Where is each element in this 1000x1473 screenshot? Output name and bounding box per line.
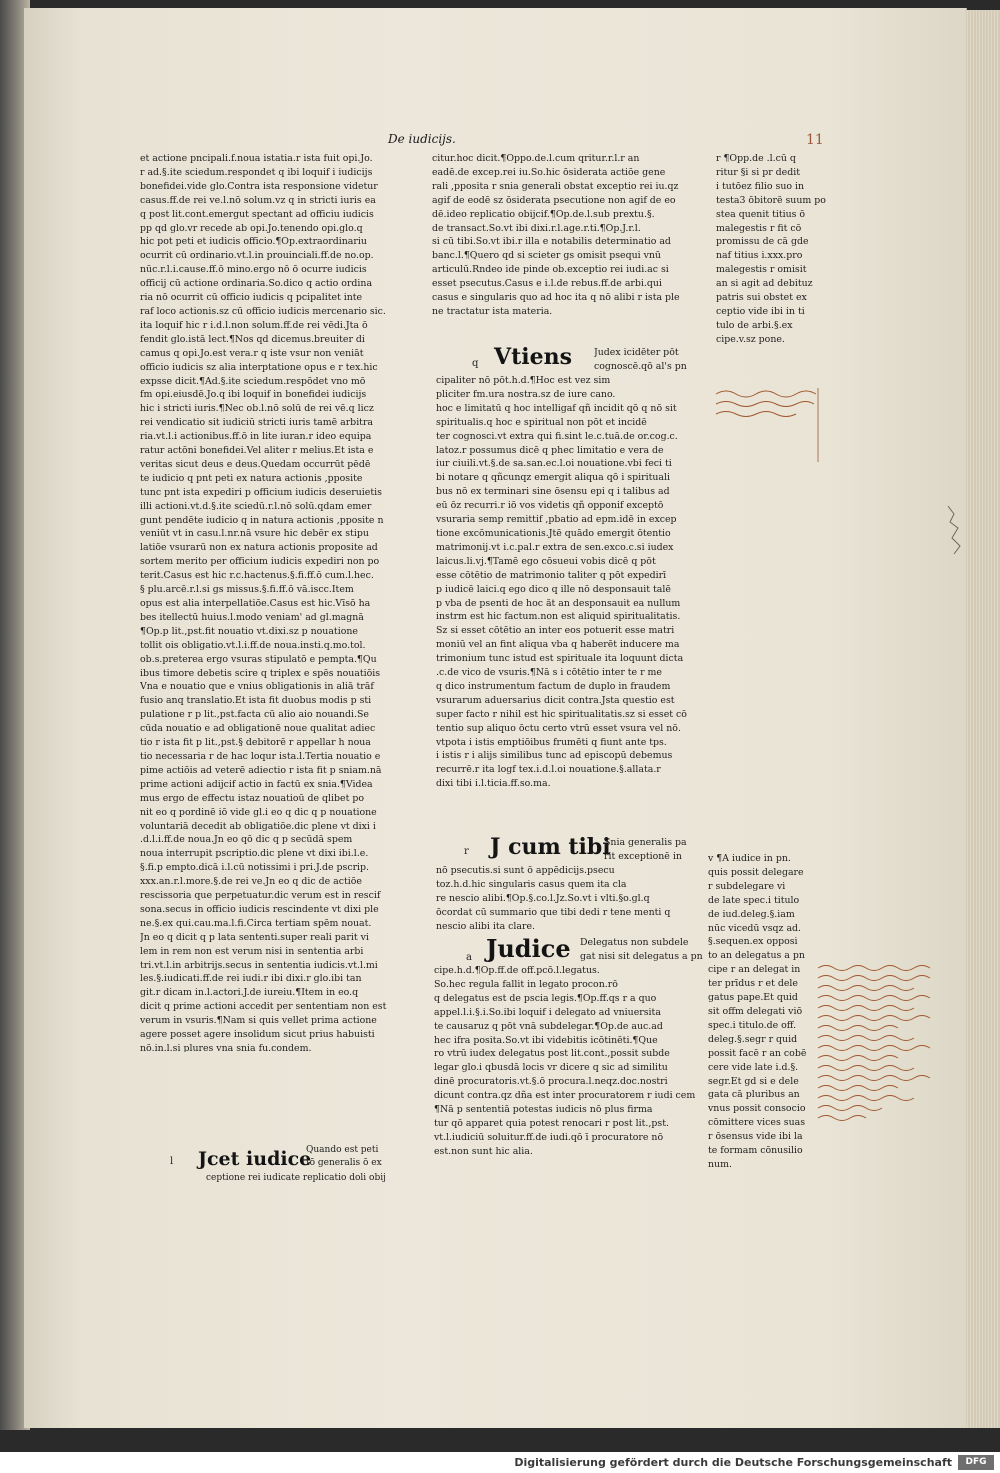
page-stack-edge (966, 10, 1000, 1428)
section-continuation (206, 1172, 410, 1188)
vtiens-body-line: spiritualis.q hoc e spiritual non pōt et incidē (436, 416, 647, 428)
col1-line: § plu.arcē.r.l.si gs missus.§.fi.ff.ō vā.iscc.Item (140, 584, 354, 596)
col1-line: ita loquif hic r i.d.l.non solum.ff.de rei vēdi.Jta ō (140, 319, 368, 331)
col3top-line: cipe.v.sz pone. (716, 333, 785, 345)
dfg-logo: DFG (958, 1455, 994, 1470)
section-marker-r: r (464, 846, 469, 857)
col3top-line: naf titius i.xxx.pro (716, 250, 803, 262)
vtiens-body-line: ter cognosci.vt extra qui fi.sint le.c.tuā.de or.cog.c. (436, 430, 678, 442)
vtiens-body-line: eū ōz recurri.r iō vos videtis qñ opponif exceptō (436, 500, 664, 512)
col3top-line: malegestis r omisit (716, 264, 807, 276)
col1-line: sortem merito per officium iudicis expediri non po (140, 556, 380, 568)
iudice-body-line: hec ifra posita.So.vt ibi videbitis icōtinēti.¶Que (434, 1034, 658, 1046)
icet-head-line: Quando est peti (306, 1145, 379, 1155)
col1-line: cūda nouatio e ad obligationē noue qualitat adiec (140, 723, 376, 735)
col1-line: veritas sicut deus e deus.Quedam occurrūt pēdē (140, 458, 371, 470)
col3top-line: patris sui obstet ex (716, 292, 807, 304)
col1-line: lem in rem non est verum nisi in sententia arbi (140, 945, 364, 957)
iudice-body-line: te causaruz q pōt vnā subdelegar.¶Op.de auc.ad (434, 1020, 663, 1032)
iudice-head-line: gat nisi sit delegatus a pn (580, 950, 703, 962)
vtiens-body-line: latoz.r possumus dicē q phec limitatio e vera de (436, 444, 664, 456)
col2-line: casus e singularis quo ad hoc ita q nō alibi r ista ple (432, 292, 680, 304)
col2-line: esset psecutus.Casus e i.l.de rebus.ff.de arbi.qui (432, 278, 662, 290)
col2-line: agif de eodē sz ōsiderata psecutione non agif de eo (432, 194, 676, 206)
col2-line: eadē.de excep.rei iu.So.hic ōsiderata actiōe gene (432, 166, 666, 178)
col3bot-line: te formam cōnusilio (708, 1145, 803, 1157)
text-column-left (140, 152, 408, 1052)
col1-line: officij cū actione ordinaria.So.dico q actio ordina (140, 278, 373, 290)
col1-line: nūc.r.l.i.cause.ff.ō mino.ergo nō ō ocurre iudicis (140, 264, 367, 276)
iudice-body-line: vt.l.iudiciū soluitur.ff.de iudi.qō ī procuratore nō (434, 1131, 664, 1143)
vtiens-body-line: hoc e limitatū q hoc intelligaf qñ incidit qō q nō sit (436, 402, 677, 414)
col1-line: raf loco actionis.sz cū officio iudicis mercenario sic. (140, 305, 386, 317)
section-initial-iudice: Judice (486, 934, 571, 963)
col1-line: camus q opi.Jo.est vera.r q iste vsur non veniāt (140, 347, 364, 359)
col1-line: ne.§.ex qui.cau.ma.l.fi.Circa tertiam spēm nouat. (140, 917, 372, 929)
col3bot-line: r subdelegare vi (708, 880, 786, 892)
iudice-body-line: So.hec regula fallit in legato procon.rō (434, 978, 618, 990)
col1-line: et actione pncipali.f.noua istatia.r ista fuit opi.Jo. (140, 153, 373, 164)
col3top-line: ritur §i si pr dedit (716, 166, 800, 178)
col1-line: hic i stricti iuris.¶Nec ob.l.nō solū de rei vē.q licz (140, 403, 374, 415)
iudice-head-text (580, 936, 704, 966)
vtiens-body-line: .c.de vico de vsuris.¶Nā s i cōtētio inter te r me (436, 667, 662, 679)
col2-line: de transact.So.vt ibi dixi.r.l.age.r.ti.¶Op.J.r.l. (432, 222, 641, 234)
col2-line: ne tractatur ista materia. (432, 305, 553, 317)
vtiens-body-line: laicus.li.vj.¶Tamē ego cōsueui vobis dicē q pōt (436, 555, 656, 567)
iudice-body-line: legar glo.i qbusdā locis vr dicere q sic ad similitu (434, 1062, 668, 1074)
running-title: De iudicijs. (388, 132, 456, 146)
col3bot-line: to an delegatus a pn (708, 950, 805, 962)
col1-line: tunc pnt ista expediri p officium iudicis deseruietis (140, 486, 382, 498)
col1-line: bonefidei.vide glo.Contra ista responsione videtur (140, 180, 378, 192)
section-head-text (306, 1144, 410, 1174)
col3bot-line: deleg.§.segr r quid (708, 1033, 798, 1045)
col1-line: fm opi.eiusdē.Jo.q ibi loquif in bonefidei iudicijs (140, 389, 367, 401)
col1-line: tri.vt.l.in arbitrijs.secus in sententia iudicis.vt.l.mi (140, 959, 378, 971)
col3bot-line: gata cā pluribus an (708, 1089, 800, 1101)
vtiens-body-line: dixi tibi i.l.ticia.ff.so.ma. (436, 778, 551, 790)
section-marker-l: l (170, 1156, 174, 1167)
handwritten-note-lower (816, 960, 946, 1180)
col3bot-line: cere vide late i.d.§. (708, 1061, 799, 1073)
cumtibi-body-line: ōcordat cū summario que tibi dedi r tene menti q (436, 906, 671, 918)
col1-line: noua interrupit pscriptio.dic plene vt dixi ibi.l.e. (140, 848, 369, 860)
col1-line: te iudicio q pnt peti ex natura actionis ,pposite (140, 472, 363, 484)
vtiens-body-line: moniū vel an fint aliqua vba q haberēt inducere ma (436, 639, 680, 651)
section-initial-icet-iudice: Jcet iudice (198, 1148, 312, 1170)
vtiens-head-line: cognoscē.qō al's pn (594, 360, 687, 372)
section-initial-vtiens: Vtiens (494, 344, 572, 370)
vtiens-body-line: bus nō ex terminari sine ōsensu epi q i talibus ad (436, 486, 670, 498)
col1-line: illi actioni.vt.d.§.ite sciedū.r.l.nō solū.qdam emer (140, 500, 372, 512)
col1-line: rescissoria que perpetuatur.dic verum est in rescif (140, 890, 381, 902)
col1-line: agere posset agere insolidum sicut prius habuisti (140, 1029, 375, 1041)
col3bot-line: cipe r an delegat in (708, 964, 801, 976)
iudice-head-line: Delegatus non subdele (580, 937, 689, 948)
col3bot-line: r ōsensus vide ibi la (708, 1131, 803, 1143)
vtiens-body-line: p vba de psenti de hoc ăt an desponsauit ea nullum (436, 597, 681, 609)
col3top-line: i tutōez filio suo in (716, 180, 805, 192)
iudice-body-line: dicunt contra.qz dña est inter procuratorem r iudi cem (434, 1090, 696, 1102)
vtiens-head-text (594, 346, 704, 376)
col1-line: ratur actōni bonefidei.Vel aliter r melius.Et ista e (140, 445, 374, 457)
vtiens-body-line: iur ciuili.vt.§.de sa.san.ec.l.oi nouatione.vbi feci ti (436, 458, 672, 470)
vtiens-body-line: recurrē.r ita logf tex.i.d.l.oi nouatione.§.allata.r (436, 764, 661, 776)
vtiens-body-line: vsuraria semp remittif ,pbatio ad epm.idē in excep (436, 514, 677, 526)
col1-line: gunt pendēte iudicio q in natura actionis ,pposite n (140, 514, 384, 526)
iudice-body-line: appel.l.i.§.i.So.ibi loquif i delegato ad vniuersita (434, 1006, 661, 1018)
col3bot-line: spec.i titulo.de off. (708, 1019, 797, 1031)
col3top-line: stea quenit titius ō (716, 208, 806, 220)
section-marker-a: a (466, 952, 472, 963)
vtiens-body-line: trimonium tunc istud est spirituale ita loquunt dicta (436, 653, 684, 665)
col1-line: fusio anq translatio.Et ista fit duobus modis p sti (140, 695, 372, 707)
iudice-body-line: q delegatus est de pscia legis.¶Op.ff.qs r a quo (434, 992, 657, 1004)
col1-line: fendit glo.istā lect.¶Nos qd dicemus.breuiter di (140, 333, 365, 345)
col1-line: pulatione r p lit.,pst.facta cū alio aio nouandi.Se (140, 709, 369, 721)
col1-line: Vna e nouatio que e vnius obligationis in aliā trāf (140, 681, 374, 693)
funding-notice: Digitalisierung gefördert durch die Deutsche Forschungsgemeinschaft (514, 1456, 952, 1469)
col1-line: nit eo q pordinē iō vide gl.i eo q dic q p nouatione (140, 806, 377, 818)
col1-line: git.r dicam in.l.actori.J.de iureiu.¶Item in eo.q (140, 987, 359, 999)
cumtibi-body-line: nō psecutis.si sunt ō appēdicijs.psecu (436, 865, 615, 876)
vtiens-body-line: i istis r i alijs similibus tunc ad episcopū debemus (436, 750, 673, 762)
folio-number: 11 (806, 132, 824, 148)
col1-line: ria nō ocurrit cū officio iudicis q pcipalitet inte (140, 292, 363, 304)
vtiens-body-line: bi notare q qñcunqz emergit aliqua qō i spirituali (436, 472, 670, 484)
col2-line: rali ,pposita r snia generali obstat exceptio rei iu.qz (432, 180, 679, 192)
col3top-line: ceptio vide ibi in ti (716, 305, 805, 317)
vtiens-body-line: vsurarum aduersarius dicit contra.Jsta questio est (436, 694, 675, 706)
section-marker-q: q (472, 358, 479, 369)
col1-line: mus ergo de effectu istaz nouatioū de qlibet po (140, 792, 364, 804)
icet-head-line: tō generalis ō ex (306, 1158, 382, 1168)
col1-line: hic pot peti et iudicis officio.¶Op.extraordinariu (140, 236, 367, 248)
col1-line: r ad.§.ite sciedum.respondet q ibi loquif i iudicijs (140, 166, 373, 178)
iudice-body-text (434, 964, 706, 1189)
cum-tibi-head-text (604, 836, 704, 866)
iudice-body-line: ro vtrū iudex delegatus post lit.cont.,possit subde (434, 1048, 670, 1060)
col1-line: les.§.iudicati.ff.de rei iudi.r ibi dixi.r glo.ibi tan (140, 973, 362, 985)
handwritten-note-upper (712, 386, 832, 466)
cumtibi-body-line: toz.h.d.hic singularis casus quem ita cla (436, 878, 627, 890)
iudice-body-line: est.non sunt hic alia. (434, 1145, 533, 1157)
col1-line: prime actioni adijcif actio in factū ex snia.¶Videa (140, 778, 373, 790)
cumtibi-head-line: rit exceptionē in (604, 850, 682, 862)
col2-line: articulū.Rndeo ide pinde ob.exceptio rei iudi.ac si (432, 264, 669, 276)
col1-line: veniūt vt in casu.l.nr.nā vsure hic debēr ex stipu (140, 528, 369, 540)
col3bot-line: sit offm delegati viō (708, 1005, 803, 1017)
cumtibi-body-line: nescio alibi ita clare. (436, 920, 536, 932)
col3bot-line: de iud.deleg.§.iam (708, 908, 795, 920)
col1-line: Jn eo q dicit q p lata sententi.super reali parit vi (140, 931, 369, 943)
col1-line: q post lit.cont.emergut spectant ad officiu iudicis (140, 208, 374, 220)
col1-line: voluntariā decedit ab obligatiōe.dic plene vt dixi i (140, 820, 376, 832)
vtiens-body-line: q dico instrumentum factum de duplo in fraudem (436, 680, 671, 692)
col1-line: tollit ois obligatio.vt.l.i.ff.de noua.insti.q.mo.tol. (140, 639, 366, 651)
col1-line: ria.vt.l.i actionibus.ff.ō in lite iuran.r ideo equipa (140, 431, 372, 443)
cumtibi-head-line: Snia generalis pa (604, 837, 687, 848)
vtiens-body-line: Sz si esset cōtētio an inter eos potuerit esse matri (436, 625, 675, 637)
text-column-middle-top (432, 152, 704, 332)
col3top-line: testa3 ōbitorē suum po (716, 194, 826, 206)
handwritten-note-edge (944, 500, 966, 560)
col1-line: rei vendicatio sit iudiciū stricti iuris tamē arbitra (140, 417, 374, 429)
col3top-line: malegestis r fit cō (716, 222, 802, 234)
col3bot-line: ter prīdus r et dele (708, 978, 798, 990)
iudice-body-line: dinē procuratoris.vt.§.ō procura.l.neqz.doc.nostri (434, 1076, 668, 1088)
col1-line: pp qd glo.vr recede ab opi.Jo.tenendo opi.glo.q (140, 222, 363, 234)
iudice-body-line: tur qō apparet quia potest renocari r post lit.,pst. (434, 1117, 669, 1129)
col3top-line: r ¶Opp.de .l.cū q (716, 153, 796, 164)
text-column-right-top (716, 152, 832, 352)
vtiens-body-line: super facto r nihil est hic spiritualitatis.sz si esset cō (436, 708, 687, 720)
vtiens-body-line: tione excōmunicationis.Jtē quādo emergit ōtentio (436, 527, 671, 539)
iudice-body-line: ¶Nā p sententiā potestas iudicis nō plus firma (434, 1104, 653, 1116)
col2-line: si cū tibi.So.vt ibi.r illa e notabilis determinatio ad (432, 236, 671, 248)
text-column-right-bottom (708, 852, 832, 1182)
col1-line: nō.in.l.si plures vna snia fu.condem. (140, 1043, 312, 1052)
vtiens-body-line: p iudicē laici.q ego dico q ille nō desponsauit talē (436, 583, 671, 595)
col1-line: officio iudicis sz alia interptatione opus e r tex.hic (140, 361, 378, 373)
col1-line: ibus timore debetis scire q triplex e spēs nouatiōis (140, 667, 381, 679)
col1-line: xxx.an.r.l.more.§.de rei ve.Jn eo q dic de actiōe (140, 876, 362, 888)
iudice-body-line: cipe.h.d.¶Op.ff.de off.pcō.l.legatus. (434, 965, 600, 976)
vtiens-body-line: esse cōtētio de matrimonio taliter q pōt expedirī (436, 569, 667, 581)
col1-line: opus est alia interpellatiōe.Casus est hic.Vīsō ha (140, 598, 371, 609)
col1-line: pime actiōis ad veterē adiectio r ista fit p sniam.nā (140, 764, 382, 776)
vtiens-body-line: vtpota i istis emptiōibus frumēti q fiunt ante tps. (436, 736, 667, 748)
col1-line: tio necessaria r de hac loqur ista.l.Tertia nouatio e (140, 750, 381, 762)
col3bot-line: quis possit delegare (708, 866, 804, 878)
cumtibi-body-line: re nescio alibi.¶Op.§.co.l.Jz.So.vt i vlti.§o.gl.q (436, 892, 650, 904)
col3top-line: tulo de arbi.§.ex (716, 319, 793, 331)
col3bot-line: segr.Et gd si e dele (708, 1075, 799, 1087)
vtiens-body-line: matrimonij.vt i.c.pal.r extra de sen.exco.c.si iudex (436, 541, 674, 553)
col1-line: verum in vsuris.¶Nam si quis vellet prima actione (140, 1015, 377, 1027)
vtiens-body-line: tentio sup aliquo ōctu certo vtrū esset vsura vel nō. (436, 722, 681, 734)
col1-line: expsse dicit.¶Ad.§.ite sciedum.respōdet vno mō (140, 375, 366, 387)
col2-line: citur.hoc dicit.¶Oppo.de.l.cum qritur.r.l.r an (432, 153, 640, 164)
vtiens-body-text (436, 374, 706, 819)
vtiens-body-line: pliciter fm.ura nostra.sz de iure cano. (436, 388, 616, 400)
col3bot-line: de late spec.i titulo (708, 894, 800, 906)
col1-line: §.fi.p empto.dicā i.l.cū notissimi i pri.J.de pscrip. (140, 862, 370, 874)
col1-line: casus.ff.de rei ve.l.nō solum.vz q in stricti iuris ea (140, 194, 376, 206)
col1-line: bes itellectū huius.l.modo veniam' ad gl.magnā (140, 611, 364, 623)
col1-line: tio r ista fit p lit.,pst.§ debitorē r appellar h noua (140, 737, 371, 749)
cum-tibi-body-text (436, 864, 706, 934)
vtiens-body-line: cipaliter nō pōt.h.d.¶Hoc est vez sim (436, 375, 611, 386)
footer-bar (0, 1452, 1000, 1473)
col3bot-line: vnus possit consocio (708, 1103, 806, 1115)
col3bot-line: §.sequen.ex opposi (708, 936, 798, 948)
vtiens-head-line: Judex icidēter pōt (594, 347, 679, 358)
col2-line: dē.ideo replicatio obijcif.¶Op.de.l.sub prextu.§. (432, 208, 655, 220)
col3top-line: promissu de cā gde (716, 236, 809, 248)
col1-line: .d.l.i.ff.de noua.Jn eo qō dic q p secūdā spem (140, 834, 353, 846)
col3bot-line: nūc vicedū vsqz ad. (708, 922, 802, 934)
col1-line: ¶Op.p lit.,pst.fit nouatio vt.dixi.sz p nouatione (140, 625, 358, 637)
vtiens-body-line: instrm est hic factum.non est aliquid spiritualitatis. (436, 611, 681, 623)
col3bot-line: v ¶A iudice in pn. (708, 853, 791, 864)
col3bot-line: gatus pape.Et quid (708, 992, 798, 1004)
icet-body-line: ceptione rei iudicate replicatio doli obij (206, 1173, 386, 1183)
section-initial-cum-tibi: J cum tibi (490, 834, 611, 860)
col1-line: ob.s.preterea ergo vsuras stipulatō e pempta.¶Qu (140, 653, 377, 665)
col1-line: sona.secus in officio iudicis rescindente vt dixi ple (140, 903, 379, 915)
col3bot-line: cōmittere vices suas (708, 1117, 806, 1129)
col1-line: terit.Casus est hic r.c.hactenus.§.fi.ff.ō cum.l.hec. (140, 570, 374, 582)
col3bot-line: possit facē r an cobē (708, 1047, 807, 1059)
col1-line: ocurrit cū ordinario.vt.l.in prouinciali.ff.de no.op. (140, 250, 374, 262)
col3top-line: an si agit ad debituz (716, 278, 813, 290)
col1-line: latiōe vsurarū non ex natura actionis proposite ad (140, 542, 378, 554)
col3bot-line: num. (708, 1158, 732, 1170)
col1-line: dicit q prime actioni accedit per sententiam non est (140, 1001, 387, 1013)
col2-line: banc.l.¶Quero qd si scieter gs omisit psequi vnū (432, 250, 661, 262)
